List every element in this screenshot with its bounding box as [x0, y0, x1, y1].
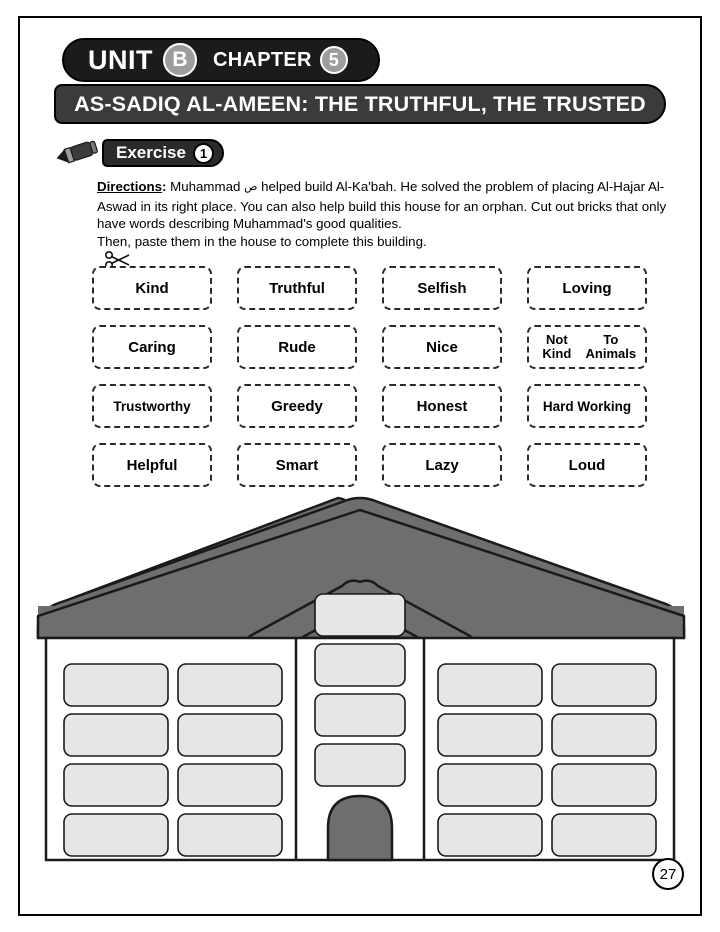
directions-text	[97, 178, 677, 250]
unit-label: UNIT	[88, 44, 153, 75]
brick-card[interactable]	[237, 266, 357, 310]
brick-card[interactable]	[92, 325, 212, 369]
chapter-title-banner	[54, 84, 666, 124]
exercise-number-badge: 1	[193, 143, 214, 164]
brick-label: Truthful	[269, 279, 325, 297]
brick-card[interactable]	[382, 384, 502, 428]
unit-chapter-banner	[62, 38, 380, 82]
directions-part-3: Then, paste them in the house to complete this building.	[97, 233, 427, 249]
directions-part-2: helped build Al-Ka'bah. He solved the problem of placing Al-Hajar Al-Aswad in its right place. You can also help build this house for an orphan. Cut out bricks that only have words describing Muhammad's good qualities.	[97, 179, 667, 231]
brick-card[interactable]	[237, 443, 357, 487]
brick-card[interactable]	[527, 443, 647, 487]
brick-label: Lazy	[425, 456, 459, 474]
salla-glyph: ص	[244, 181, 258, 193]
brick-label: To Animals	[585, 332, 637, 361]
page-number: 27	[652, 858, 684, 890]
brick-card[interactable]	[527, 325, 647, 369]
directions-label: Directions	[97, 179, 163, 194]
pencil-icon	[54, 138, 98, 168]
house-illustration	[18, 486, 702, 880]
chapter-badge: 5	[320, 46, 348, 74]
brick-card[interactable]	[527, 266, 647, 310]
brick-label: Greedy	[271, 397, 323, 415]
brick-card[interactable]	[382, 325, 502, 369]
brick-card[interactable]	[237, 384, 357, 428]
brick-label: Helpful	[126, 456, 178, 474]
brick-card[interactable]	[92, 384, 212, 428]
brick-card[interactable]	[382, 443, 502, 487]
brick-label: Trustworthy	[113, 398, 191, 414]
brick-card[interactable]	[382, 266, 502, 310]
brick-label: Selfish	[417, 279, 467, 297]
exercise-header	[54, 138, 224, 168]
brick-label: Honest	[416, 397, 468, 415]
brick-label: Hard Working	[542, 398, 632, 414]
directions-colon: :	[162, 179, 167, 194]
brick-label: Loud	[568, 456, 606, 474]
brick-card[interactable]	[92, 443, 212, 487]
brick-card[interactable]	[237, 325, 357, 369]
brick-card[interactable]	[92, 266, 212, 310]
brick-label: Smart	[275, 456, 319, 474]
brick-label: Loving	[562, 279, 612, 297]
unit-badge: B	[163, 43, 197, 77]
exercise-pill	[102, 139, 224, 167]
brick-label: Not Kind	[542, 332, 572, 361]
brick-label: Rude	[278, 338, 316, 356]
directions-part-1: Muhammad	[166, 179, 245, 194]
brick-card[interactable]	[527, 384, 647, 428]
brick-grid	[92, 266, 652, 487]
brick-label: Nice	[426, 338, 458, 356]
brick-label: Kind	[135, 279, 169, 297]
brick-label: Caring	[128, 338, 176, 356]
chapter-label: CHAPTER	[213, 48, 312, 71]
exercise-label: Exercise	[116, 143, 186, 162]
page-title: AS-SADIQ AL-AMEEN: THE TRUTHFUL, THE TRUSTED	[74, 91, 646, 116]
